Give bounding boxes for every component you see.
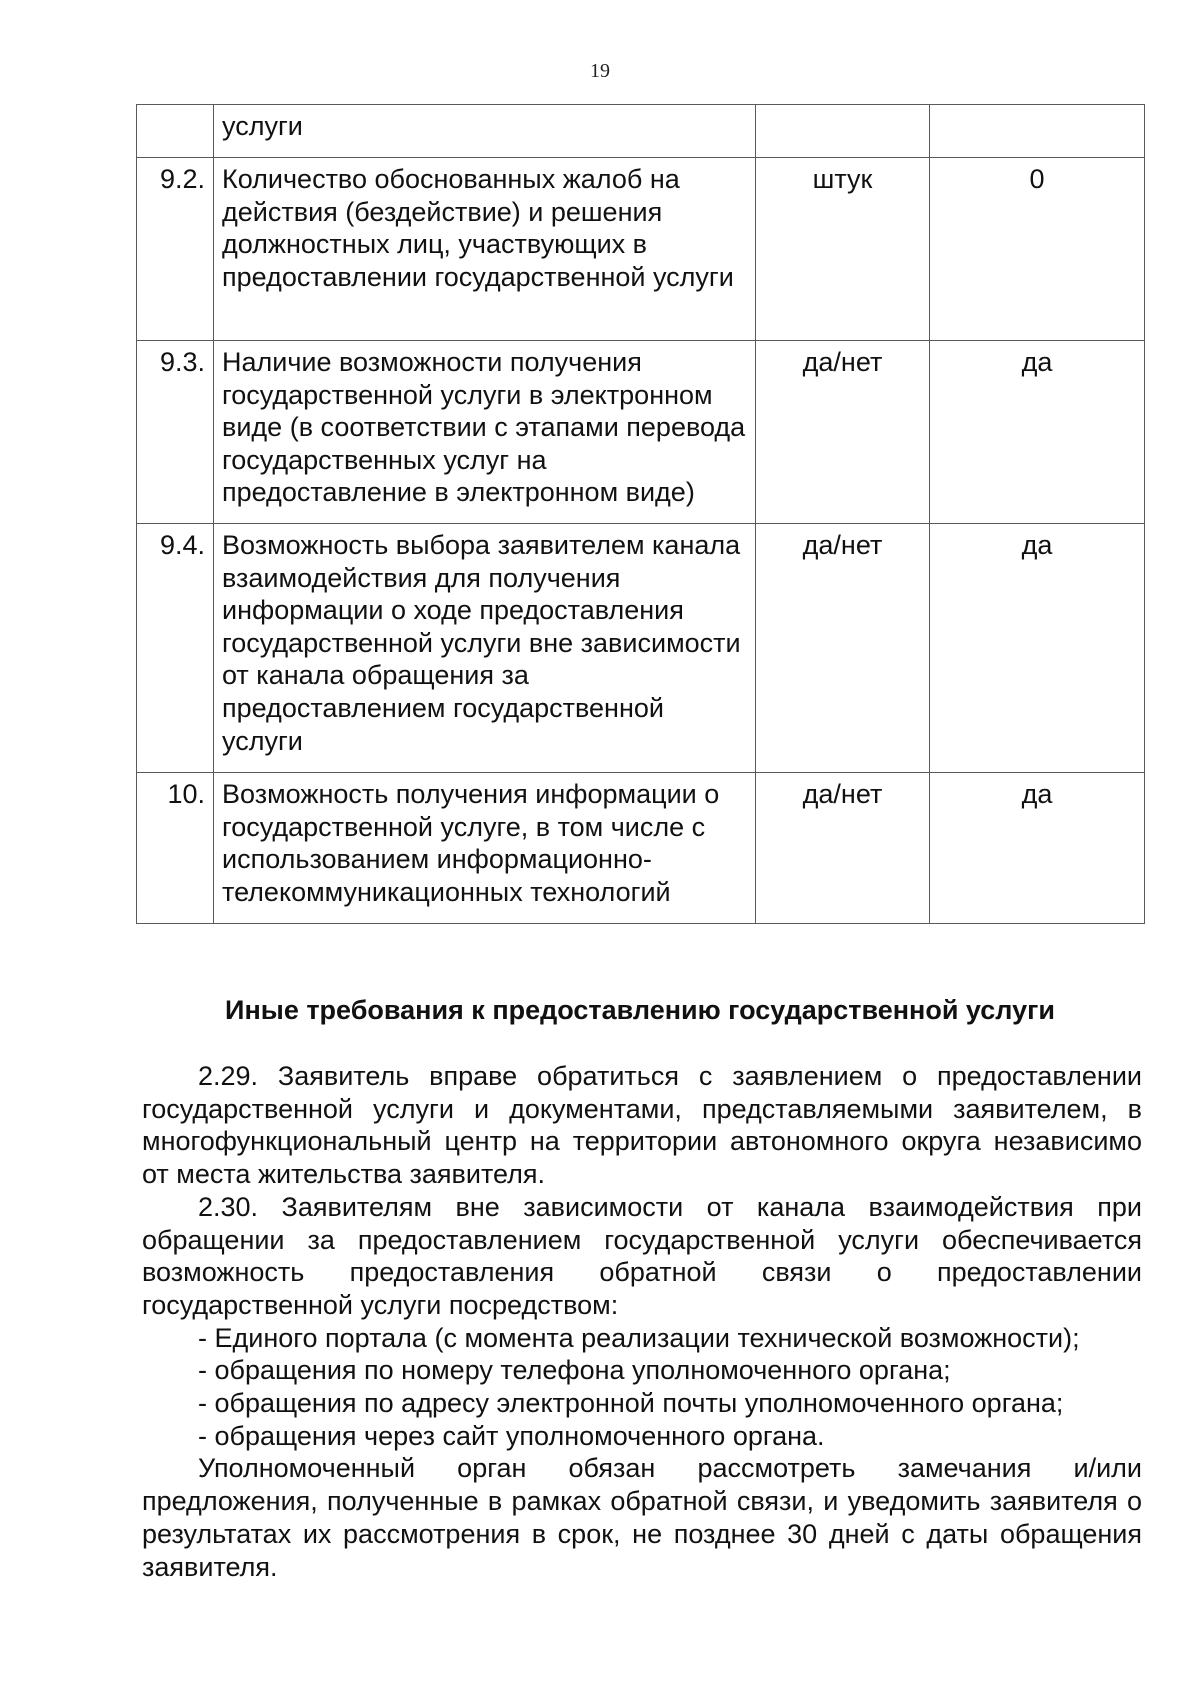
unit-of-measure: штук xyxy=(756,158,930,341)
table-row xyxy=(137,105,1145,158)
row-number xyxy=(137,105,214,158)
list-item: - Единого портала (с момента реализации технической возможности); xyxy=(198,1322,1080,1353)
list-item: - обращения по адресу электронной почты уполномоченного органа; xyxy=(198,1388,1064,1419)
indicator-name: услуги xyxy=(214,105,756,158)
list-item: - обращения по номеру телефона уполномоченного органа; xyxy=(198,1355,951,1386)
normative-value: да xyxy=(930,773,1145,924)
row-number: 9.3. xyxy=(137,341,214,524)
table-row xyxy=(137,158,1145,341)
unit-of-measure xyxy=(756,105,930,158)
normative-value: да xyxy=(930,341,1145,524)
unit-of-measure: да/нет xyxy=(756,773,930,924)
table-row xyxy=(137,524,1145,773)
page-number: 19 xyxy=(590,60,610,82)
row-number: 9.2. xyxy=(137,158,214,341)
table-row xyxy=(137,773,1145,924)
paragraph-2-29: 2.29. Заявитель вправе обратиться с заявлением о предоставлении государственной услуги и документами, представляемыми заявителем, в многофункциональный центр на территории автономного округа независимо от места жительства заявителя. xyxy=(142,1061,1142,1190)
paragraph-2-30: 2.30. Заявителям вне зависимости от канала взаимодействия при обращении за предоставлением государственной услуги обеспечивается возможность предоставления обратной связи о предоставлении государственной услуги посредством: xyxy=(142,1191,1142,1320)
list-item: - обращения через сайт уполномоченного органа. xyxy=(198,1420,825,1451)
section-heading: Иные требования к предоставлению государственной услуги xyxy=(225,995,1055,1025)
indicator-name: Наличие возможности получения государственной услуги в электронном виде (в соответствии с этапами перевода государственных услуг на предоставление в электронном виде) xyxy=(214,341,756,524)
indicator-name: Возможность получения информации о государственной услуге, в том числе с использованием информационно-телекоммуникационных технологий xyxy=(214,773,756,924)
indicator-name: Количество обоснованных жалоб на действия (бездействие) и решения должностных лиц, участвующих в предоставлении государственной услуги xyxy=(214,158,756,341)
normative-value: да xyxy=(930,524,1145,773)
section-body xyxy=(142,1060,1142,1583)
normative-value xyxy=(930,105,1145,158)
row-number: 9.4. xyxy=(137,524,214,773)
normative-value: 0 xyxy=(930,158,1145,341)
indicators-table xyxy=(136,104,1145,924)
indicator-name: Возможность выбора заявителем канала взаимодействия для получения информации о ходе предоставления государственной услуги вне зависимости от канала обращения за предоставлением государственной услуги xyxy=(214,524,756,773)
unit-of-measure: да/нет xyxy=(756,524,930,773)
table-row xyxy=(137,341,1145,524)
unit-of-measure: да/нет xyxy=(756,341,930,524)
row-number: 10. xyxy=(137,773,214,924)
paragraph-final: Уполномоченный орган обязан рассмотреть замечания и/или предложения, полученные в рамках обратной связи, и уведомить заявителя о результатах их рассмотрения в срок, не позднее 30 дней с даты обращения заявителя. xyxy=(142,1453,1142,1582)
